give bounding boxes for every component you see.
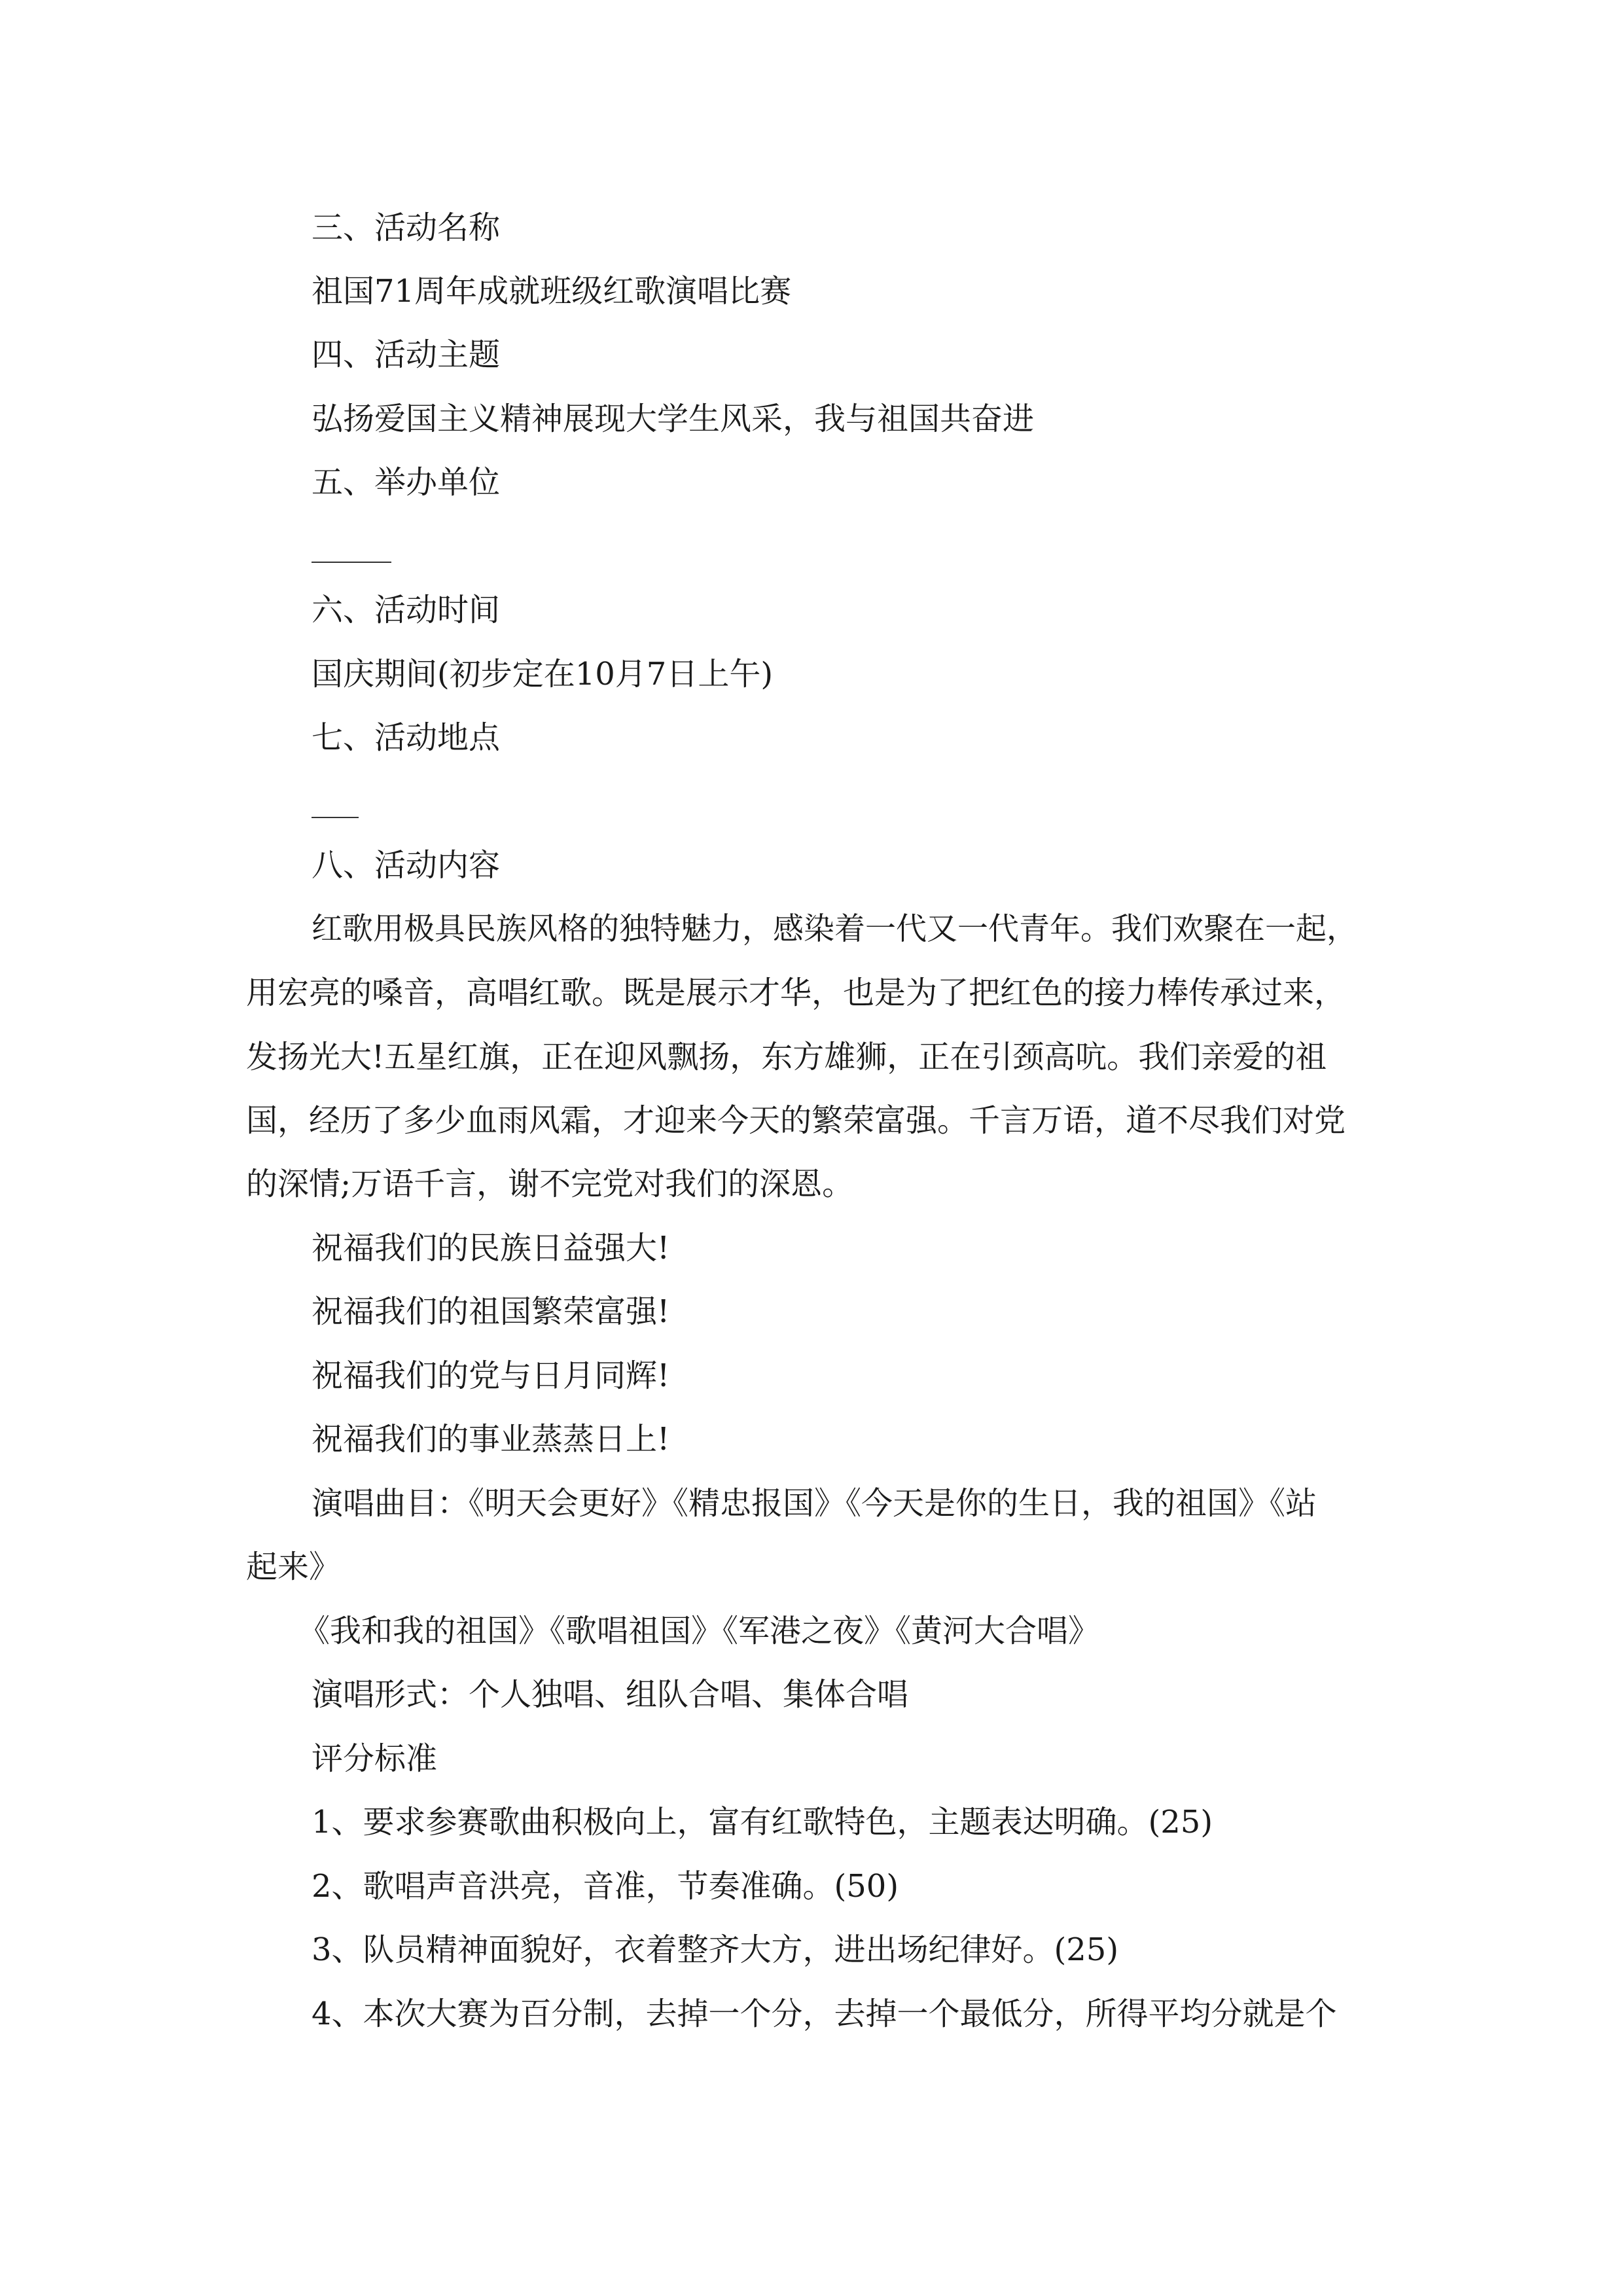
heading-organizer: 五、举办单位 [312,464,501,501]
criterion-2: 2、歌唱声音洪亮，音准，节奏准确。(50) [312,1868,899,1905]
content-line-1: 红歌用极具民族风格的独特魅力，感染着一代又一代青年。我们欢聚在一起， [312,911,1357,947]
heading-activity-name: 三、活动名称 [312,209,501,246]
criterion-3: 3、队员精神面貌好，衣着整齐大方，进出场纪律好。(25) [312,1931,1119,1968]
activity-name-text: 祖国71周年成就班级红歌演唱比赛 [312,273,792,310]
wish-line-1: 祝福我们的民族日益强大! [312,1230,670,1266]
heading-activity-location: 七、活动地点 [312,719,501,756]
location-blank-line [312,817,359,818]
wish-line-4: 祝福我们的事业蒸蒸日上! [312,1421,670,1458]
content-line-4: 国，经历了多少血雨风霜，才迎来今天的繁荣富强。千言万语，道不尽我们对党 [246,1102,1346,1139]
heading-scoring-criteria: 评分标准 [312,1740,438,1777]
organizer-blank-line [312,562,391,563]
content-line-3: 发扬光大!五星红旗，正在迎风飘扬，东方雄狮，正在引颈高吭。我们亲爱的祖 [246,1039,1327,1075]
songs-line-3: 《我和我的祖国》《歌唱祖国》《军港之夜》《黄河大合唱》 [298,1613,1100,1649]
heading-activity-content: 八、活动内容 [312,847,501,884]
songs-line-2: 起来》 [246,1549,341,1585]
criterion-1: 1、要求参赛歌曲积极向上，富有红歌特色，主题表达明确。(25) [312,1804,1213,1840]
activity-theme-text: 弘扬爱国主义精神展现大学生风采，我与祖国共奋进 [312,401,1035,437]
heading-activity-time: 六、活动时间 [312,592,501,628]
content-line-5: 的深情;万语千言，谢不完党对我们的深恩。 [246,1166,854,1202]
wish-line-3: 祝福我们的党与日月同辉! [312,1357,670,1394]
songs-line-1: 演唱曲目：《明天会更好》《精忠报国》《今天是你的生日，我的祖国》《站 [312,1485,1317,1522]
wish-line-2: 祝福我们的祖国繁荣富强! [312,1293,670,1330]
heading-activity-theme: 四、活动主题 [312,336,501,373]
criterion-4: 4、本次大赛为百分制，去掉一个分，去掉一个最低分，所得平均分就是个 [312,1996,1337,2032]
content-line-2: 用宏亮的嗓音，高唱红歌。既是展示才华，也是为了把红色的接力棒传承过来， [246,975,1346,1011]
activity-time-text: 国庆期间(初步定在10月7日上午) [312,656,774,692]
singing-form-text: 演唱形式：个人独唱、组队合唱、集体合唱 [312,1676,909,1713]
